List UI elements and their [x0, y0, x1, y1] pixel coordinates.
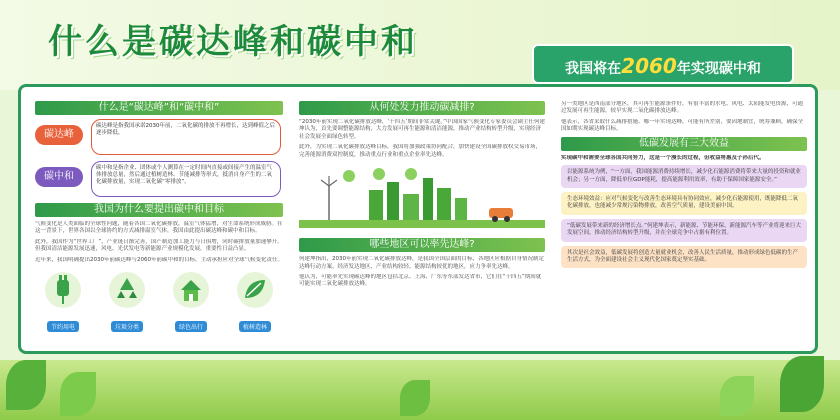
section-heading: 什么是“碳达峰”和“碳中和” [35, 101, 283, 115]
icon-card [163, 270, 219, 333]
green-city-illustration [299, 168, 545, 228]
paragraph: “2030年前实现二氧化碳排放达峰，‘十四五’期间非常关键。”中国国家气候变化专家委员会副主任何建坤认为，首先要调整能源结构，大力发展可再生能源和清洁能源，推动产业结构转型升级，实现经济社会发展全面绿色转型。 [299, 119, 545, 140]
icon-caption: 绿色出行 [175, 321, 207, 332]
leaf-decoration [720, 376, 754, 416]
left-column [35, 101, 283, 333]
subtitle-year: 2060 [621, 54, 677, 78]
house-icon [171, 270, 211, 310]
leaf-decoration [400, 380, 430, 416]
benefit-box: 生态环境效益：应对气候变化与改善生态环境具有协同效应，减少化石能源使用，既能降低二氧化碳排放，也能减少常规污染物排放，改善空气质量，建设美丽中国。 [561, 192, 807, 215]
leaf-icon [235, 270, 275, 310]
paragraph: 何建坤指出，2030年前实现二氧化碳排放达峰，是我国全国层面的目标，各地区应根据自身情况制定达峰行动方案。经济发达地区、产业结构较轻、能源结构较优的地区，应力争率先达峰。 [299, 256, 545, 270]
benefit-box: 其次是社会效益，低碳发展将创造大量就业机会，改善人民生活质量，推动形成绿色低碳的生产生活方式，为全面建设社会主义现代化国家奠定坚实基础。 [561, 246, 807, 269]
paragraph: 他认为，可能率先实现碳达峰的地区包括北京、上海、广东等东部发达省市，它们在“十四五”期间就可能实现二氧化碳排放达峰。 [299, 273, 542, 288]
paragraph: 近年来，我国明确提出2030年前碳达峰与2060年前碳中和的目标，主动承担应对全球气候变化责任。 [35, 256, 283, 263]
leaf-decoration [60, 372, 96, 416]
icon-card [227, 270, 283, 333]
section-heading: 从何处发力推动碳减排? [299, 101, 545, 115]
section-heading: 低碳发展有三大效益 [561, 137, 807, 151]
section-intro: 实现碳中和需要全球各国共同努力，这是一个漫长的过程，但收益将惠及子孙后代。 [561, 154, 765, 161]
content-board [18, 84, 818, 354]
middle-column [299, 101, 545, 292]
icon-caption: 植树造林 [239, 321, 271, 332]
icon-caption: 节约用电 [47, 321, 79, 332]
subtitle-suffix: 年实现碳中和 [676, 61, 761, 77]
peak-definition: 碳达峰是指我国承诺2030年前，二氧化碳的排放不再增长，达到峰值之后逐步降低。 [91, 119, 281, 155]
icon-card [35, 270, 91, 333]
icon-row [35, 270, 283, 333]
subtitle-prefix: 我国将在 [565, 61, 622, 77]
leaf-decoration [780, 356, 824, 412]
page-title: 什么是碳达峰和碳中和 [48, 22, 418, 62]
recycle-icon [107, 270, 147, 310]
plug-icon [43, 270, 83, 310]
neutral-label: 碳中和 [35, 167, 83, 187]
subtitle [534, 54, 792, 78]
benefit-box: “低碳发展带来新的经济增长点。”何建坤表示，新能源、节能环保、新能源汽车等产业将迎来巨大发展空间，推动经济结构转型升级，并在全球竞争中占据有利位置。 [561, 219, 807, 242]
benefit-box: 以能源系统为例，“一方面，我国能源消费持续增长，减少化石能源消费将带来大量的投资和就业机会；另一方面，降低单位GDP能耗，提高能源利用效率，有助于保障国家能源安全。” [561, 165, 807, 188]
leaf-decoration [6, 360, 46, 410]
paragraph: 气候变化是人类面临的全球性问题，随着各国二氧化碳排放，温室气体猛增，对生命系统形成威胁。在这一背景下，世界各国以全球协约的方式减排温室气体，我国由此提出碳达峰和碳中和目标。 [35, 221, 283, 235]
paragraph: 此外，我国作为“世界工厂”，产业链日渐完善，国产制造加工能力与日俱增，同时碳排放量加速攀升。但我国清洁能源发展迅速，风电、光伏发电等新能源产业规模化发展，重要性日益凸显。 [35, 238, 283, 253]
subtitle-banner [532, 44, 794, 84]
section-heading: 我国为什么要提出碳中和目标 [35, 203, 283, 217]
paragraph: 此外，为实现二氧化碳排放达峰目标，我国将加强政策协同配合，加快建设全国碳排放权交易市场，完善能源消费双控制度，推动重点行业和重点企业率先达峰。 [299, 144, 542, 158]
icon-card [99, 270, 155, 333]
section-heading: 哪些地区可以率先达峰? [299, 238, 545, 252]
neutral-definition: 碳中和是指企业、团体或个人测算在一定时间内直接或间接产生的温室气体排放总量，然后通过植树造林、节能减排等形式，抵消自身产生的二氧化碳排放量，实现二氧化碳“零排放”。 [91, 161, 281, 197]
paragraph: 另一类地区是西南部分地区，其可再生能源条件好，有很丰富的水电、风电、太阳能发电资源，可通过发展可再生能源，较早实现二氧化碳排放达峰。 [561, 101, 804, 115]
definition-row [35, 161, 283, 197]
paragraph: 他表示，各省采取什么减排措施、哪一年实现达峰，可能有所差别，要因地制宜，统筹兼顾，确保全国如期实现碳达峰目标。 [561, 118, 804, 133]
icon-caption: 垃圾分类 [111, 321, 143, 332]
right-column [561, 101, 807, 272]
definition-row [35, 119, 283, 155]
peak-label: 碳达峰 [35, 125, 83, 145]
